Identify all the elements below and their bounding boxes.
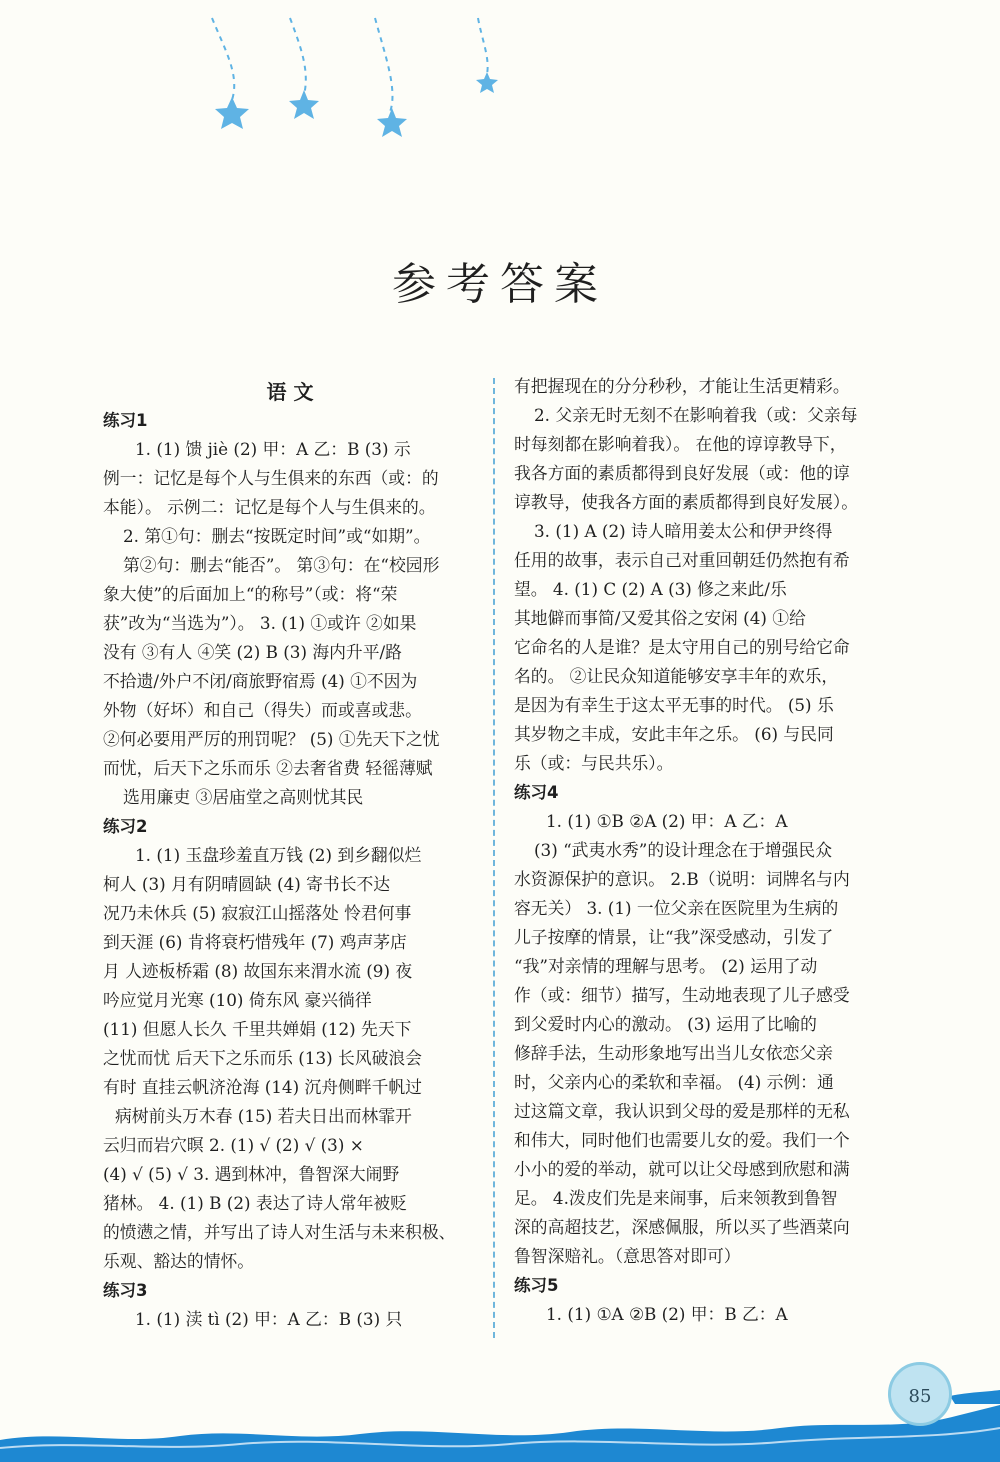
answer-line: 第②句：删去“能否”。 第③句：在“校园形 [123,555,440,575]
answer-line: 1. (1) 渎 tì (2) 甲：A 乙：B (3) 只 [135,1309,403,1329]
exercise-heading: 练习5 [514,1276,559,1295]
answer-line: 柯人 (3) 月有阴晴圆缺 (4) 寄书长不达 [103,874,391,894]
subject-heading: 语 文 [266,380,314,404]
answer-line: 容无关） 3. (1) 一位父亲在医院里为生病的 [514,898,839,918]
star-string-1 [212,18,234,100]
answer-line: 不拾遗/外户不闭/商旅野宿焉 (4) ①不因为 [103,671,418,691]
answer-line: 的愤懑之情，并写出了诗人对生活与未来积极、 [103,1222,456,1242]
star-icon [215,97,249,129]
answer-line: 况乃未休兵 (5) 寂寂江山摇落处 怜君何事 [103,903,412,923]
exercise-heading: 练习4 [514,783,559,802]
answer-line: 2. 父亲无时无刻不在影响着我（或：父亲每 [534,405,858,425]
answer-line: 猪林。 4. (1) B (2) 表达了诗人常年被贬 [103,1193,407,1213]
answer-line: 望。 4. (1) C (2) A (3) 修之来此/乐 [514,579,787,599]
answer-line: 1. (1) ①B ②A (2) 甲：A 乙：A [546,811,788,831]
answer-line: 时，父亲内心的柔软和幸福。 (4) 示例：通 [514,1072,834,1092]
bottom-wave [0,1390,1000,1462]
answer-line: 名的。 ②让民众知道能够安享丰年的欢乐， [514,666,839,686]
answer-line: ②何必要用严厉的刑罚呢？ (5) ①先天下之忧 [103,729,440,749]
answer-line: 其地僻而事简/又爱其俗之安闲 (4) ①给 [514,608,806,628]
star-string-3 [375,18,392,112]
answer-line: (11) 但愿人长久 千里共婵娟 (12) 先天下 [103,1019,412,1039]
page-number: 85 [888,1362,952,1426]
exercise-heading: 练习3 [103,1281,148,1300]
answer-line: 本能）。 示例二：记忆是每个人与生俱来的。 [103,497,436,517]
star-string-2 [290,18,306,95]
answer-line: 3. (1) A (2) 诗人暗用姜太公和伊尹终得 [534,521,833,541]
answer-line: 有把握现在的分分秒秒，才能让生活更精彩。 [514,376,850,396]
answer-line: 选用廉吏 ③居庙堂之高则忧其民 [123,787,364,807]
answer-line: 足。 4.泼皮们先是来闹事，后来领教到鲁智 [514,1188,838,1208]
answer-line: 时每刻都在影响着我）。 在他的谆谆教导下， [514,434,847,454]
answer-line: 有时 直挂云帆济沧海 (14) 沉舟侧畔千帆过 [103,1077,422,1097]
answer-line: 过这篇文章，我认识到父母的爱是那样的无私 [514,1101,850,1121]
answer-line: 和伟大，同时他们也需要儿女的爱。我们一个 [514,1130,850,1150]
column-divider [493,378,495,1338]
answer-line: 乐（或：与民共乐）。 [514,753,674,773]
answer-line: 获”改为“当选为”）。 3. (1) ①或许 ②如果 [103,613,417,633]
answer-line: 例一：记忆是每个人与生俱来的东西（或：的 [103,468,439,488]
answer-line: (3) “武夷水秀”的设计理念在于增强民众 [534,840,832,860]
answer-line: 水资源保护的意识。 2.B（说明：词牌名与内 [514,869,850,889]
answer-line: 乐观、豁达的情怀。 [103,1251,255,1271]
answer-line: 是因为有幸生于这太平无事的时代。 (5) 乐 [514,695,834,715]
left-column [103,372,477,1334]
answer-line: 没有 ③有人 ④笑 (2) B (3) 海内升平/路 [103,642,402,662]
answer-line: 外物（好坏）和自己（得失）而或喜或悲。 [103,700,422,720]
answer-line: 任用的故事，表示自己对重回朝廷仍然抱有希 [514,550,850,570]
answer-line: 作（或：细节）描写，生动地表现了儿子感受 [514,985,850,1005]
answer-line: 鲁智深赔礼。（意思答对即可） [514,1246,741,1266]
answer-line: 1. (1) 玉盘珍羞直万钱 (2) 到乡翻似烂 [135,845,422,865]
answer-line: 云归而岩穴暝 2. (1) √ (2) √ (3) × [103,1135,364,1155]
answer-line: 儿子按摩的情景，让“我”深受感动，引发了 [514,927,834,947]
star-string-4 [478,18,488,74]
answer-line: 其岁物之丰成，安此丰年之乐。 (6) 与民同 [514,724,834,744]
answer-line: 谆教导，使我各方面的素质都得到良好发展）。 [514,492,859,512]
answer-line: 深的高超技艺，深感佩服，所以买了些酒菜向 [514,1217,850,1237]
star-icon [476,72,498,93]
answer-line: 到父爱时内心的激动。 (3) 运用了比喻的 [514,1014,817,1034]
answer-line: 象大使”的后面加上“的称号”（或：将“荣 [103,584,398,604]
exercise-heading: 练习2 [103,817,148,836]
answer-line: 而忧，后天下之乐而乐 ②去奢省费 轻徭薄赋 [103,758,433,778]
answer-line: 到天涯 (6) 肯将衰朽惜残年 (7) 鸡声茅店 [103,932,407,952]
left-column-lines [103,406,477,1334]
answer-line: 病树前头万木春 (15) 若夫日出而林霏开 [115,1106,412,1126]
answer-line: 我各方面的素质都得到良好发展（或：他的谆 [514,463,850,483]
answer-line: 之忧而忧 后天下之乐而乐 (13) 长风破浪会 [103,1048,422,1068]
answer-line: 吟应觉月光寒 (10) 倚东风 豪兴徜徉 [103,990,372,1010]
star-icon [289,90,319,119]
hanging-stars [212,18,498,137]
exercise-heading: 练习1 [103,411,148,430]
answer-line: 小小的爱的举动，就可以让父母感到欣慰和满 [514,1159,850,1179]
answer-line: 月 人迹板桥霜 (8) 故国东来渭水流 (9) 夜 [103,961,413,981]
answer-line: (4) √ (5) √ 3. 遇到林冲，鲁智深大闹野 [103,1164,400,1184]
answer-line: 修辞手法，生动形象地写出当儿女依恋父亲 [514,1043,833,1063]
page-title: 参考答案 [392,259,608,310]
right-column-lines [514,372,892,1329]
right-column [514,372,892,1329]
answer-line: “我”对亲情的理解与思考。 (2) 运用了动 [514,956,818,976]
answer-line: 它命名的人是谁？是太守用自己的别号给它命 [514,637,850,657]
answer-line: 1. (1) 馈 jiè (2) 甲：A 乙：B (3) 示 [135,439,411,459]
star-icon [377,108,407,137]
answer-line: 1. (1) ①A ②B (2) 甲：B 乙：A [546,1304,788,1324]
answer-line: 2. 第①句：删去“按既定时间”或“如期”。 [123,526,431,546]
